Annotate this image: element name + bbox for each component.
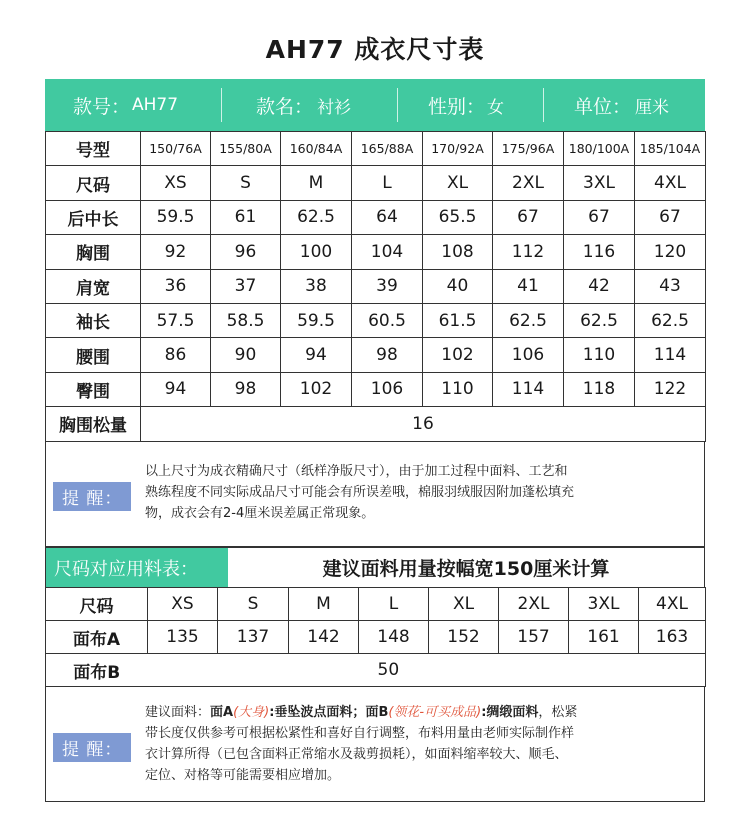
tip2-fabric-a-note: (大身) [233, 705, 270, 720]
size-cell: 60.5 [352, 303, 423, 337]
unit-cell [544, 79, 704, 131]
size-cell: 150/76A [141, 132, 211, 166]
size-cell: 175/96A [493, 132, 564, 166]
size-cell: 4XL [635, 166, 706, 200]
size-cell: 104 [352, 235, 423, 269]
fabric-b-label: 面布B [46, 654, 148, 687]
size-cell: 67 [564, 200, 635, 234]
size-cell: 42 [564, 269, 635, 303]
row-label: 号型 [46, 132, 141, 166]
fabric-a-cell: 135 [148, 621, 218, 654]
fabric-b-row [46, 654, 706, 687]
tip2-line2: 带长度仅供参考可根据松紧性和喜好自行调整，布料用量由老师实际制作样 [145, 726, 575, 741]
size-cell: 106 [352, 372, 423, 406]
page-title: AH77 成衣尺寸表 [265, 35, 485, 64]
size-cell: 94 [281, 338, 352, 372]
gender-value: 女 [487, 97, 505, 118]
size-cell: 67 [635, 200, 706, 234]
fabric-size-row [46, 588, 706, 621]
fabric-size-cell: 4XL [639, 588, 706, 621]
size-cell: 114 [493, 372, 564, 406]
row-label: 袖长 [46, 303, 141, 337]
size-row [46, 269, 706, 303]
style-name-label: 款名： [256, 95, 314, 118]
fabric-subtitle: 建议面料用量按幅宽150厘米计算 [322, 558, 610, 580]
row-label: 肩宽 [46, 269, 141, 303]
fabric-size-cell: L [359, 588, 429, 621]
row-label: 胸围 [46, 235, 141, 269]
tip-box-1 [45, 441, 705, 547]
fabric-a-cell: 148 [359, 621, 429, 654]
tip1-line1: 以上尺寸为成衣精确尺寸（纸样净版尺寸），由于加工过程中面料、工艺和 [145, 464, 568, 479]
size-row [46, 166, 706, 200]
size-cell: 170/92A [423, 132, 493, 166]
ease-row [46, 407, 706, 441]
size-cell: 67 [493, 200, 564, 234]
fabric-a-cell: 161 [569, 621, 639, 654]
size-cell: 98 [352, 338, 423, 372]
size-cell: 116 [564, 235, 635, 269]
tip1-line2: 熟练程度不同实际成品尺寸可能会有所误差哦，棉服羽绒服因附加蓬松填充 [145, 485, 575, 500]
size-cell: 41 [493, 269, 564, 303]
size-cell: XS [141, 166, 211, 200]
size-cell: 118 [564, 372, 635, 406]
tip-badge-2: 提 醒： [53, 733, 131, 762]
unit-value: 厘米 [635, 97, 670, 118]
fabric-a-cell: 142 [289, 621, 359, 654]
size-cell: 57.5 [141, 303, 211, 337]
size-cell: 59.5 [281, 303, 352, 337]
style-no-value: AH77 [132, 95, 179, 115]
tip-text-2 [145, 702, 700, 786]
tip2-fabric-a-type: :垂坠波点面料； [269, 705, 366, 720]
ease-label: 胸围松量 [46, 407, 141, 441]
style-name-cell [222, 79, 397, 131]
size-row [46, 200, 706, 234]
tip2-fabric-b-note: (领花-可买成品) [388, 705, 482, 720]
style-no-cell [45, 79, 221, 131]
size-cell: 92 [141, 235, 211, 269]
size-cell: 3XL [564, 166, 635, 200]
spec-header [45, 79, 705, 131]
size-cell: 96 [211, 235, 281, 269]
size-cell: L [352, 166, 423, 200]
size-cell: XL [423, 166, 493, 200]
fabric-a-label: 面布A [46, 621, 148, 654]
size-cell: 62.5 [564, 303, 635, 337]
size-cell: 110 [564, 338, 635, 372]
fabric-a-cell: 137 [218, 621, 289, 654]
tip2-line1 [145, 702, 700, 723]
row-label: 臀围 [46, 372, 141, 406]
size-cell: 102 [281, 372, 352, 406]
size-cell: 100 [281, 235, 352, 269]
size-cell: 38 [281, 269, 352, 303]
size-cell: 102 [423, 338, 493, 372]
fabric-size-cell: XS [148, 588, 218, 621]
size-row [46, 372, 706, 406]
tip2-line4: 定位、对格等可能需要相应增加。 [145, 768, 341, 783]
size-cell: 43 [635, 269, 706, 303]
style-name-value: 衬衫 [317, 97, 352, 118]
size-cell: 180/100A [564, 132, 635, 166]
gender-cell [398, 79, 543, 131]
tip-box-2 [45, 686, 705, 802]
size-cell: 65.5 [423, 200, 493, 234]
size-cell: 185/104A [635, 132, 706, 166]
gender-label: 性别： [428, 95, 486, 118]
size-cell: 39 [352, 269, 423, 303]
fabric-a-cell: 163 [639, 621, 706, 654]
style-no-label: 款号： [73, 95, 131, 118]
size-table [45, 131, 706, 442]
size-cell: 106 [493, 338, 564, 372]
size-cell: 112 [493, 235, 564, 269]
fabric-size-cell: M [289, 588, 359, 621]
size-cell: 155/80A [211, 132, 281, 166]
size-cell: 62.5 [493, 303, 564, 337]
size-cell: 58.5 [211, 303, 281, 337]
size-cell: 62.5 [281, 200, 352, 234]
size-cell: 122 [635, 372, 706, 406]
tip2-fabric-b-type: :绸缎面料 [481, 705, 539, 720]
size-cell: 160/84A [281, 132, 352, 166]
fabric-size-cell: XL [429, 588, 499, 621]
size-cell: 94 [141, 372, 211, 406]
tip2-fabric-a: 面A [210, 705, 234, 720]
tip-badge-1: 提 醒： [53, 482, 131, 511]
fabric-size-label: 尺码 [46, 588, 148, 621]
fabric-title: 尺码对应用料表： [46, 548, 228, 588]
unit-label: 单位： [574, 95, 632, 118]
fabric-a-cell: 152 [429, 621, 499, 654]
size-cell: 86 [141, 338, 211, 372]
size-cell: 64 [352, 200, 423, 234]
size-cell: 62.5 [635, 303, 706, 337]
size-row [46, 235, 706, 269]
tip2-prefix: 建议面料： [145, 705, 211, 720]
fabric-b-value: 50 [148, 654, 706, 687]
size-cell: 2XL [493, 166, 564, 200]
tip2-suffix: ，松紧 [538, 705, 578, 720]
size-cell: 98 [211, 372, 281, 406]
tip-text-1 [145, 461, 700, 524]
size-cell: 165/88A [352, 132, 423, 166]
size-cell: 90 [211, 338, 281, 372]
fabric-size-cell: 2XL [499, 588, 569, 621]
row-label: 腰围 [46, 338, 141, 372]
size-cell: 61.5 [423, 303, 493, 337]
size-cell: 40 [423, 269, 493, 303]
fabric-size-cell: 3XL [569, 588, 639, 621]
size-row [46, 132, 706, 166]
size-cell: M [281, 166, 352, 200]
fabric-a-row [46, 621, 706, 654]
size-cell: S [211, 166, 281, 200]
row-label: 后中长 [46, 200, 141, 234]
size-row [46, 303, 706, 337]
fabric-a-cell: 157 [499, 621, 569, 654]
size-cell: 37 [211, 269, 281, 303]
row-label: 尺码 [46, 166, 141, 200]
size-cell: 114 [635, 338, 706, 372]
tip2-fabric-b: 面B [365, 705, 389, 720]
size-cell: 120 [635, 235, 706, 269]
size-cell: 110 [423, 372, 493, 406]
ease-value: 16 [141, 407, 706, 441]
size-cell: 108 [423, 235, 493, 269]
tip2-line3: 衣计算所得（已包含面料正常缩水及裁剪损耗），如面料缩率较大、顺毛、 [145, 747, 568, 762]
size-row [46, 338, 706, 372]
fabric-header [45, 547, 705, 587]
size-cell: 59.5 [141, 200, 211, 234]
fabric-table [45, 587, 706, 687]
size-cell: 61 [211, 200, 281, 234]
fabric-size-cell: S [218, 588, 289, 621]
tip1-line3: 物，成衣会有2-4厘米误差属正常现象。 [145, 506, 375, 521]
size-cell: 36 [141, 269, 211, 303]
